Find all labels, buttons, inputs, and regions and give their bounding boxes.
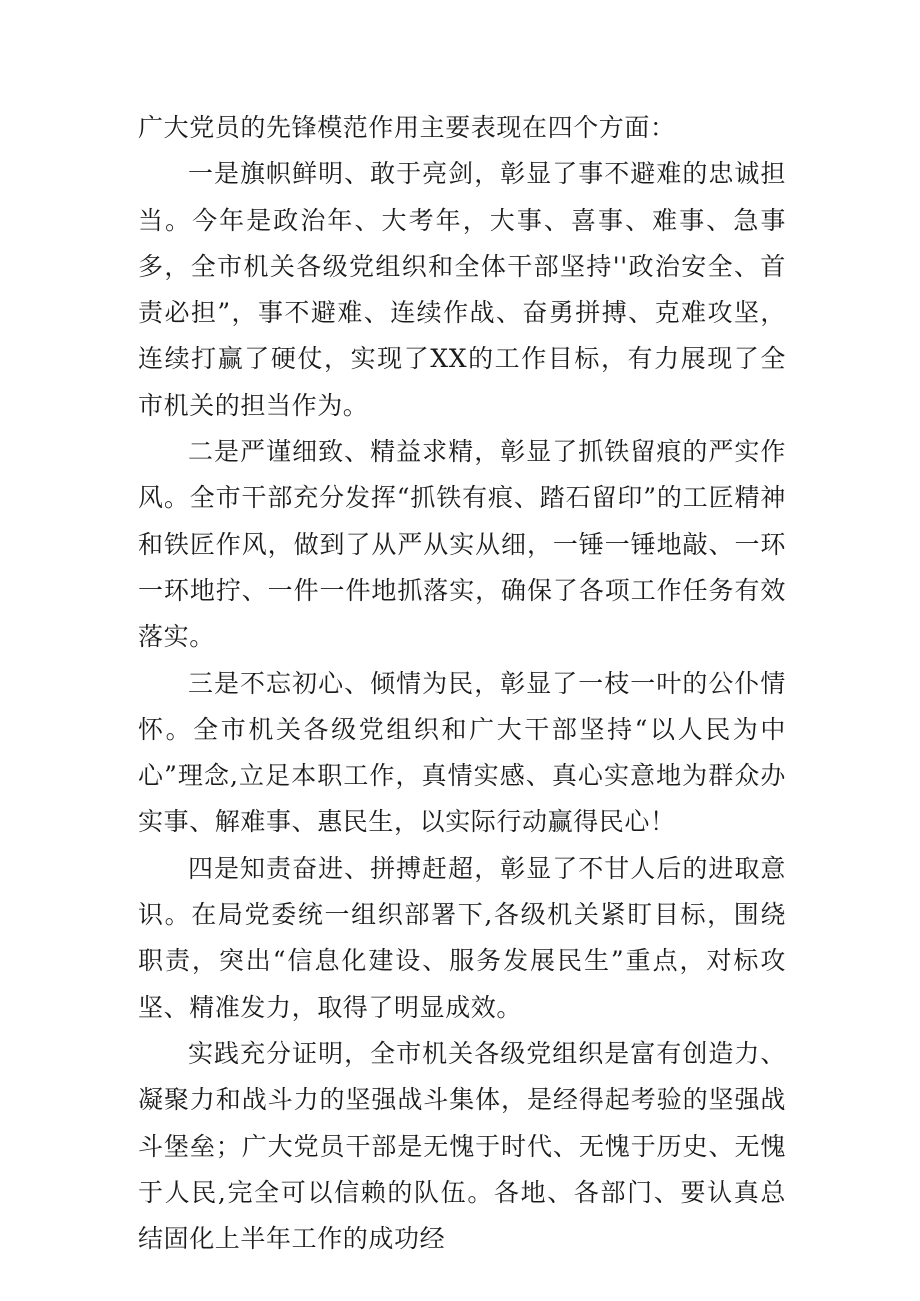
paragraph-point-four: 四是知责奋进、拼搏赶超，彰显了不甘人后的进取意识。在局党委统一组织部署下,各级机关紧盯目标，围绕职责，突出“信息化建设、服务发展民生”重点，对标攻坚、精准发力，取得了明显成效。 [138, 853, 786, 1022]
paragraph-intro: 广大党员的先锋模范作用主要表现在四个方面： [138, 113, 676, 142]
document-body [138, 105, 786, 1262]
paragraph-conclusion: 实践充分证明，全市机关各级党组织是富有创造力、凝聚力和战斗力的坚强战斗集体，是经得起考验的坚强战斗堡垒；广大党员干部是无愧于时代、无愧于历史、无愧于人民,完全可以信赖的队伍。各地、各部门、要认真总结固化上半年工作的成功经 [138, 1038, 786, 1254]
paragraph-point-three: 三是不忘初心、倾情为民，彰显了一枝一叶的公仆情怀。全市机关各级党组织和广大干部坚持“以人民为中心”理念,立足本职工作，真情实感、真心实意地为群众办实事、解难事、惠民生，以实际行动赢得民心！ [138, 668, 786, 837]
paragraph-point-two: 二是严谨细致、精益求精，彰显了抓铁留痕的严实作风。全市干部充分发挥“抓铁有痕、踏石留印”的工匠精神和铁匠作风，做到了从严从实从细，一锤一锤地敲、一环一环地拧、一件一件地抓落实，确保了各项工作任务有效落实。 [138, 437, 786, 652]
paragraph-point-one: 一是旗帜鲜明、敢于亮剑，彰显了事不避难的忠诚担当。今年是政治年、大考年，大事、喜事、难事、急事多，全市机关各级党组织和全体干部坚持''政治安全、首责必担”，事不避难、连续作战、奋勇拼搏、克难攻坚，连续打赢了硬仗，实现了XX的工作目标，有力展现了全市机关的担当作为。 [138, 159, 786, 420]
